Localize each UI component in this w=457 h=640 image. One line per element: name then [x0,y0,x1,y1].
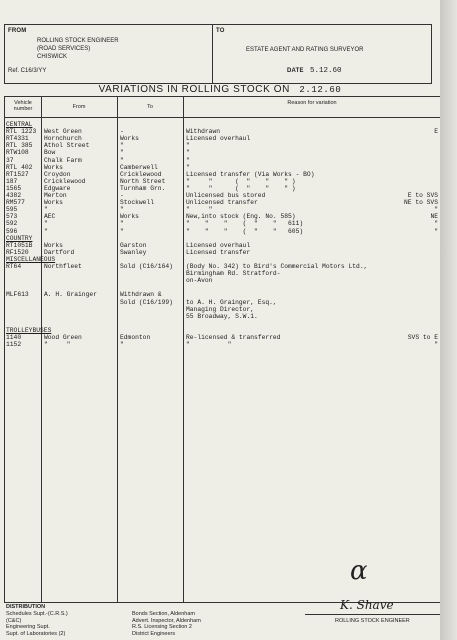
vehicle-cell: RM577 [6,199,25,207]
from-cell: " [44,220,48,228]
reason-cell: to A. H. Grainger, Esq., [186,298,277,306]
reason-cell: " " ( " " " ) [186,177,296,185]
from-cell: Merton [44,192,67,199]
note-cell: NE to SVS [403,199,438,207]
from-cell: Dartford [44,248,75,256]
to-cell: Turnham Grn. [120,184,166,192]
col-from: From [72,104,86,110]
page-title [0,84,440,95]
from-cell: Wood Green [44,334,82,341]
from-cell: Works [44,199,63,207]
header-box [4,24,432,84]
header-divider [212,25,213,83]
from-line-2: (ROAD SERVICES) [37,46,91,52]
reason-cell: (Body No. 342) to Bird's Commercial Motors Ltd., [186,263,368,270]
reason-cell: 55 Broadway, S.W.1. [186,312,258,320]
note-cell: E to SVS [407,192,438,199]
signature-role: ROLLING STOCK ENGINEER [335,618,410,624]
col-reason: Reason for variation [287,100,337,106]
distribution-item: Bonds Section, Aldenham [132,611,195,617]
vehicle-cell: 596 [6,227,18,235]
section-heading: MISCELLANEOUS [6,255,56,263]
signature: K. Shave [340,598,394,612]
to-cell: Stockwell [120,199,155,207]
to-label: TO [216,28,225,34]
to-cell: - [120,128,124,136]
vehicle-cell: 592 [6,220,18,228]
reason-cell: Birmingham Rd. Stratford- [186,270,281,278]
note-cell: " [434,220,438,228]
reason-cell: " [186,149,190,157]
from-cell: Hornchurch [44,135,82,143]
to-cell: - [120,192,124,199]
vehicle-cell: RT4331 [6,135,29,143]
reason-cell: Licensed transfer (Via Works - BO) [186,170,315,178]
to-cell: " [120,341,124,349]
distribution-item: R.S. Licensing Section 2 [132,624,192,630]
to-cell: Cricklewood [120,170,162,178]
from-cell: Works [44,241,63,249]
vehicle-cell: RTL 402 [6,163,33,171]
section-heading: CENTRAL [6,121,33,128]
col-vehicle-l1: Vehicle [14,100,32,106]
to-cell: North Street [120,177,166,185]
page-edge [440,0,457,640]
to-cell: " [120,149,124,157]
to-cell: Works [120,213,139,221]
to-cell: Sold (C16/164) [120,263,173,270]
reason-cell: " " " ( " " 605) [186,227,304,235]
reason-cell: Re-licensed & transferred [186,334,281,341]
from-label: FROM [8,28,27,34]
section-heading: TROLLEYBUSES [6,326,52,334]
vehicle-cell: 1140 [6,334,22,341]
from-cell: AEC [44,213,56,221]
reason-cell: " [186,142,190,150]
note-cell: SVS to E [407,334,438,341]
reason-cell: Licensed overhaul [186,241,251,249]
vehicle-cell: 4382 [6,192,22,199]
vehicle-cell: RT1527 [6,170,29,178]
reason-cell: Licensed overhaul [186,135,251,143]
distribution-item: Engineering Supt. [6,624,50,630]
distribution-item: (C&C) [6,617,22,624]
from-cell: West Green [44,128,82,136]
from-cell: A. H. Grainger [44,291,97,299]
section-heading: COUNTRY [6,234,33,242]
reason-cell: Managing Director, [186,305,255,313]
note-cell: NE [430,213,438,221]
distribution-item: Supt. of Laboratories (2) [6,630,66,637]
vehicle-cell: 573 [6,213,18,221]
vehicle-cell: RTL 1223 [6,128,37,136]
vehicle-cell: RTL 385 [6,142,33,150]
from-cell: " [44,206,48,214]
vehicle-cell: RTW108 [6,149,29,157]
from-cell: " [44,227,48,235]
col-divider-1 [41,97,42,602]
signature-rule [305,614,440,615]
reason-cell: " " [186,206,213,214]
reason-cell: " [186,156,190,164]
note-cell: " [434,341,438,349]
header-rule [5,117,441,118]
note-cell: E [434,128,438,136]
col-divider-2 [117,97,118,602]
from-cell: Cricklewood [44,177,86,185]
to-cell: " [120,227,124,235]
reason-cell: " " [186,341,232,349]
reason-cell: on-Avon [186,277,213,285]
vehicle-cell: 187 [6,177,18,185]
from-cell: Works [44,163,63,171]
from-cell: " " [44,341,71,349]
distribution-label: DISTRIBUTION [6,604,46,610]
to-cell: Swanley [120,248,147,256]
col-divider-3 [183,97,184,602]
to-cell: Garston [120,241,147,249]
to-cell: Camberwell [120,163,158,171]
to-cell: " [120,220,124,228]
vehicle-cell: RT64 [6,263,22,270]
reason-cell: Unlicensed transfer [186,199,258,207]
title-date: 2.12.60 [299,85,342,95]
from-cell: Croydon [44,170,71,178]
vehicle-cell: 37 [6,156,14,164]
distribution-item: District Engineers [132,630,176,637]
vehicle-cell: 1565 [6,184,22,192]
vehicle-cell: 595 [6,206,18,214]
reason-cell: " " " ( " " 611) [186,220,304,228]
reason-cell: Unlicensed bus stored [186,192,266,199]
reason-cell: New,into stock (Eng. No. 585) [186,213,296,221]
col-vehicle-l2: number [13,106,33,112]
from-cell: Chalk Farm [44,156,82,164]
reason-cell: " " ( " " " ) [186,184,296,192]
date-value: 5.12.60 [310,67,342,75]
from-cell: Athol Street [44,142,90,150]
vehicle-cell: MLF613 [6,291,29,299]
note-cell: " [434,206,438,214]
check-mark: α [350,556,368,586]
to-cell: " [120,142,124,150]
to-cell: " [120,156,124,164]
vehicle-cell: RF1520 [6,248,29,256]
to-line: ESTATE AGENT AND RATING SURVEYOR [246,47,364,53]
to-cell: Sold (C16/199) [120,298,173,306]
reason-cell: " [186,163,190,171]
from-cell: Edgware [44,184,71,192]
from-line-1: ROLLING STOCK ENGINEER [37,38,119,44]
note-cell: " [434,227,438,235]
reference: Ref. C16/3/YY [8,68,47,74]
from-cell: Bow [44,149,56,157]
col-to: To [147,104,153,110]
vehicle-cell: 1152 [6,341,22,349]
from-line-3: CHISWICK [37,54,67,60]
col-vehicle [5,100,41,112]
distribution-item: Schedules Supt.-(C.R.S.) [6,611,68,617]
date-label: DATE [287,68,304,74]
vehicle-cell: RT1051B [6,241,33,249]
distribution-item: Advert. Inspector, Aldenham [132,617,201,624]
to-cell: Withdrawn & [120,291,162,299]
to-cell: " [120,206,124,214]
title-text: VARIATIONS IN ROLLING STOCK ON [98,84,290,95]
to-cell: Edmonton [120,334,151,341]
reason-cell: Licensed transfer [186,248,251,256]
to-cell: Works [120,135,139,143]
reason-cell: Withdrawn [186,128,221,136]
from-cell: Northfleet [44,263,82,270]
variations-table [4,96,442,603]
